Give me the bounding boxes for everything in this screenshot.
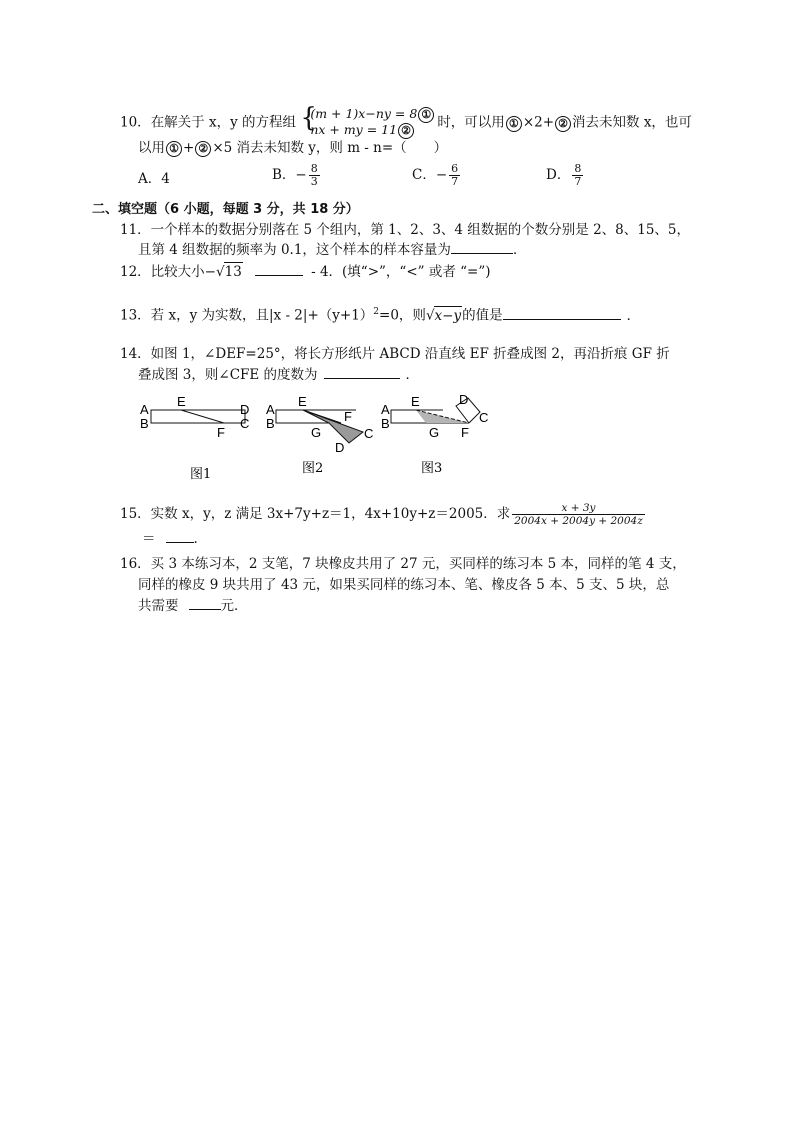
circled-2-mark: ② — [398, 123, 414, 139]
answer-blank[interactable] — [451, 241, 513, 254]
q10-number: 10． — [120, 114, 151, 131]
q10-text-b: 时，可以用 — [437, 114, 505, 131]
q10-line1 — [120, 107, 692, 139]
fold-figures — [130, 392, 510, 487]
label-E: E — [298, 394, 307, 409]
fraction: $\frac{8}{7}$ — [574, 162, 582, 188]
figure-3-caption: 图3 — [421, 461, 443, 476]
q10-line2-b: + — [183, 140, 195, 156]
q10-option-c: C．− $\frac{6}{7}$ — [412, 162, 459, 188]
answer-blank[interactable] — [189, 597, 221, 610]
q10-line2 — [138, 139, 447, 157]
label-B: B — [381, 416, 390, 431]
label-B: B — [140, 416, 149, 431]
label-G: G — [311, 425, 322, 440]
q15-line1: 15．实数 x，y，z 满足 3x+7y+z＝1，4x+10y+z＝2005．求 $\frac{x + 3y}{2004x + 2004y + 2004z}$ — [120, 502, 643, 527]
label-A: A — [266, 402, 275, 417]
equation-1: { (m + 1)x−ny = 8 ① — [310, 107, 435, 123]
q14-line1: 14．如图 1，∠DEF=25°，将长方形纸片 ABCD 沿直线 EF 折叠成图 2，再沿折痕 GF 折 — [120, 346, 670, 362]
q10-text-c: ×2+ — [522, 114, 555, 131]
fraction: $\frac{8}{3}$ — [310, 162, 318, 188]
answer-blank[interactable] — [166, 530, 194, 543]
figure-3 — [381, 392, 488, 476]
q10-line2-a: 以用 — [138, 140, 165, 156]
radical-x-minus-y: x−y — [434, 307, 462, 324]
circled-1-ref: ① — [506, 116, 522, 132]
fold-line-ef — [181, 410, 224, 423]
label-B: B — [266, 416, 275, 431]
label-A: A — [140, 402, 149, 417]
q10-line2-c: ×5 消去未知数 y，则 m - n=（ ） — [212, 140, 448, 156]
rectangle-abcd — [151, 410, 245, 423]
label-F: F — [461, 425, 469, 440]
q11-line1: 11．一个样本的数据分别落在 5 个组内，第 1、2、3、4 组数据的个数分别是 2、8、15、5， — [120, 222, 691, 238]
answer-blank[interactable] — [503, 307, 621, 320]
section-heading: 二、填空题（6 小题，每题 3 分，共 18 分） — [92, 202, 359, 217]
q16-line2: 同样的橡皮 9 块共用了 43 元，如果买同样的练习本、笔、橡皮各 5 本、5 支、5 块，总 — [138, 577, 670, 593]
label-C: C — [479, 410, 489, 425]
q16-line1: 16．买 3 本练习本，2 支笔，7 块橡皮共用了 27 元，买同样的练习本 5 本，同样的笔 4 支， — [120, 556, 686, 572]
circled-1-ref-2: ① — [166, 141, 182, 157]
q10-option-b: B．− $\frac{8}{3}$ — [272, 162, 318, 188]
q10-option-d: D． $\frac{8}{7}$ — [546, 162, 582, 188]
q11-line2: 且第 4 组数据的频率为 0.1，这个样本的样本容量为 ． — [138, 242, 527, 258]
label-C: C — [364, 426, 374, 441]
figure-2 — [266, 394, 373, 476]
figure-2-caption: 图2 — [302, 461, 324, 476]
q16-line3: 共需要 元． — [138, 598, 248, 614]
answer-blank[interactable] — [324, 366, 400, 379]
q14-line2: 叠成图 3，则∠CFE 的度数为 ． — [138, 367, 420, 383]
figure-1 — [140, 394, 249, 482]
circled-2-ref: ② — [555, 116, 571, 132]
label-G: G — [429, 425, 440, 440]
answer-blank[interactable] — [255, 263, 303, 276]
q13-line: 13．若 x，y 为实数，且$|x - 2|+(y+1)^2=0$，则√x−y的值是 ． — [120, 307, 641, 324]
label-D: D — [459, 392, 469, 407]
radical-13: 13 — [224, 264, 242, 280]
q15-line2: ＝ . — [142, 531, 198, 547]
label-D: D — [335, 440, 345, 455]
circled-1-mark: ① — [418, 107, 434, 123]
q10-option-a: A．4 — [138, 171, 170, 187]
label-D: D — [240, 402, 250, 417]
label-E: E — [177, 394, 186, 409]
label-A: A — [381, 402, 390, 417]
q10-text-d: 消去未知数 x，也可 — [572, 114, 692, 131]
fraction-expression: $\frac{x + 3y}{2004x + 2004y + 2004z}$ — [514, 502, 643, 527]
q10-text-a: 在解关于 x，y 的方程组 — [150, 114, 297, 131]
circled-2-ref-2: ② — [195, 141, 211, 157]
fraction: $\frac{6}{7}$ — [451, 162, 459, 188]
figure-1-caption: 图1 — [190, 467, 212, 482]
equation-2: nx + my = 11 ② — [310, 123, 435, 139]
label-E: E — [411, 394, 420, 409]
equation-system — [302, 107, 435, 139]
label-F: F — [344, 409, 352, 424]
q12-line: 12．比较大小−√13 - 4．(填“>”，“<” 或者 “=”) — [120, 264, 491, 280]
label-F: F — [217, 425, 225, 440]
label-C: C — [240, 416, 250, 431]
